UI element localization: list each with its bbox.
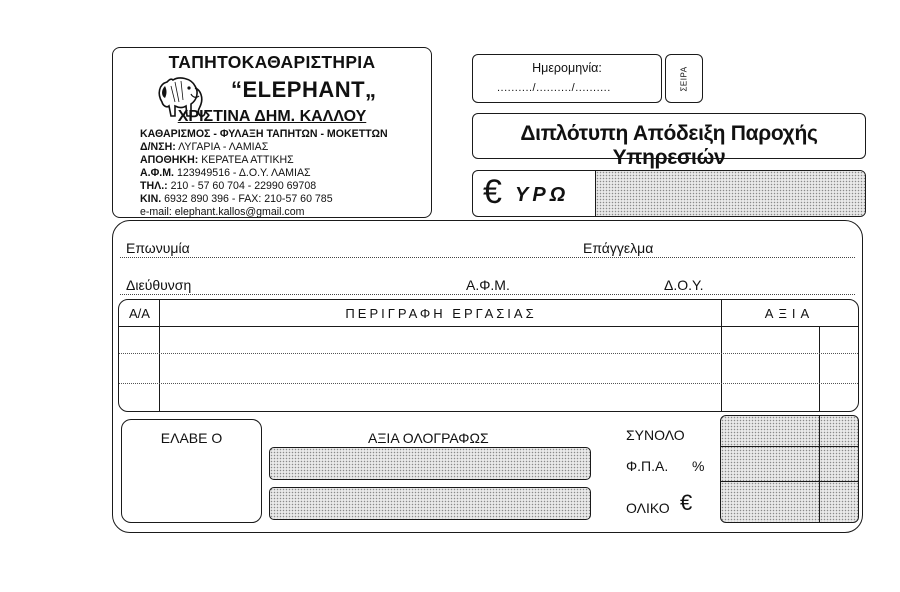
- document-title: Διπλότυπη Απόδειξη Παροχής Υπηρεσιών: [520, 122, 818, 169]
- address-label: Διεύθυνση: [126, 277, 192, 293]
- grand-total-field[interactable]: [721, 482, 858, 522]
- amount-words-field[interactable]: [269, 447, 591, 480]
- company-warehouse-line: ΑΠΟΘΗΚΗ: ΚΕΡΑΤΕΑ ΑΤΤΙΚΗΣ: [140, 154, 294, 166]
- grand-total-euro-symbol: €: [680, 490, 693, 515]
- company-phone-line: ΤΗΛ.: 210 - 57 60 704 - 22990 69708: [140, 180, 317, 192]
- amount-words-label: ΑΞΙΑ ΟΛΟΓΡΑΦΩΣ: [368, 430, 489, 446]
- total-label: ΣΥΝΟΛΟ: [626, 427, 685, 443]
- company-name: ΤΑΠΗΤΟΚΑΘΑΡΙΣΤΗΡΙΑ: [168, 52, 376, 72]
- vat-label: Φ.Π.Α.: [626, 458, 669, 474]
- afm-label: Α.Φ.Μ.: [466, 277, 510, 293]
- euro-symbol: €: [483, 173, 502, 211]
- date-slots[interactable]: ........../........../..........: [497, 82, 611, 94]
- company-brand: “ELEPHANT„: [231, 77, 377, 102]
- doy-label: Δ.Ο.Υ.: [664, 277, 704, 293]
- total-field[interactable]: [721, 416, 858, 446]
- company-header: [112, 47, 432, 218]
- vat-percent-label: %: [692, 458, 705, 474]
- name-label: Επωνυμία: [126, 240, 190, 256]
- table-col-divider: [159, 300, 160, 411]
- totals-box: [720, 415, 859, 523]
- date-label: Ημερομηνία:: [532, 61, 602, 75]
- euro-amount-box[interactable]: [472, 170, 866, 217]
- series-box[interactable]: [665, 54, 703, 103]
- received-by-label: ΕΛΑΒΕ Ο: [160, 430, 223, 446]
- profession-label: Επάγγελμα: [583, 240, 654, 256]
- euro-amount-field[interactable]: [595, 171, 865, 216]
- table-row[interactable]: [119, 353, 858, 354]
- company-email-line: e-mail: elephant.kallos@gmail.com: [140, 206, 305, 218]
- euro-word: ΥΡΩ: [515, 184, 570, 206]
- company-owner: ΧΡΙΣΤΙΝΑ ΔΗΜ. ΚΑΛΛΟΥ: [177, 108, 367, 125]
- col-aa-header: Α/Α: [129, 306, 150, 321]
- document-title-box: [472, 113, 866, 169]
- company-services: ΚΑΘΑΡΙΣΜΟΣ - ΦΥΛΑΞΗ ΤΑΠΗΤΩΝ - ΜΟΚΕΤΤΩΝ: [140, 128, 388, 140]
- col-desc-header: ΠΕΡΙΓΡΑΦΗ ΕΡΓΑΣΙΑΣ: [345, 306, 537, 321]
- company-afm-line: Α.Φ.Μ. 123949516 - Δ.Ο.Υ. ΛΑΜΙΑΣ: [140, 167, 311, 179]
- vat-field[interactable]: [721, 447, 858, 481]
- amount-words-field-2[interactable]: [269, 487, 591, 520]
- grand-total-label: ΟΛΙΚΟ: [626, 500, 670, 516]
- received-by-box[interactable]: [121, 419, 262, 523]
- name-profession-line[interactable]: [120, 257, 855, 258]
- work-table: [118, 299, 859, 412]
- address-line[interactable]: [120, 294, 855, 295]
- table-col-divider: [819, 326, 820, 411]
- col-value-header: ΑΞΙΑ: [764, 306, 815, 321]
- table-col-divider: [721, 300, 722, 411]
- table-row[interactable]: [119, 383, 858, 384]
- date-box[interactable]: [472, 54, 662, 103]
- company-mobile-line: ΚΙΝ. 6932 890 396 - FAX: 210-57 60 785: [140, 193, 333, 205]
- series-label: ΣΕΙΡΑ: [679, 65, 689, 92]
- table-header-divider: [119, 326, 858, 327]
- company-address-line: Δ/ΝΣΗ: ΛΥΓΑΡΙΑ - ΛΑΜΙΑΣ: [140, 141, 269, 153]
